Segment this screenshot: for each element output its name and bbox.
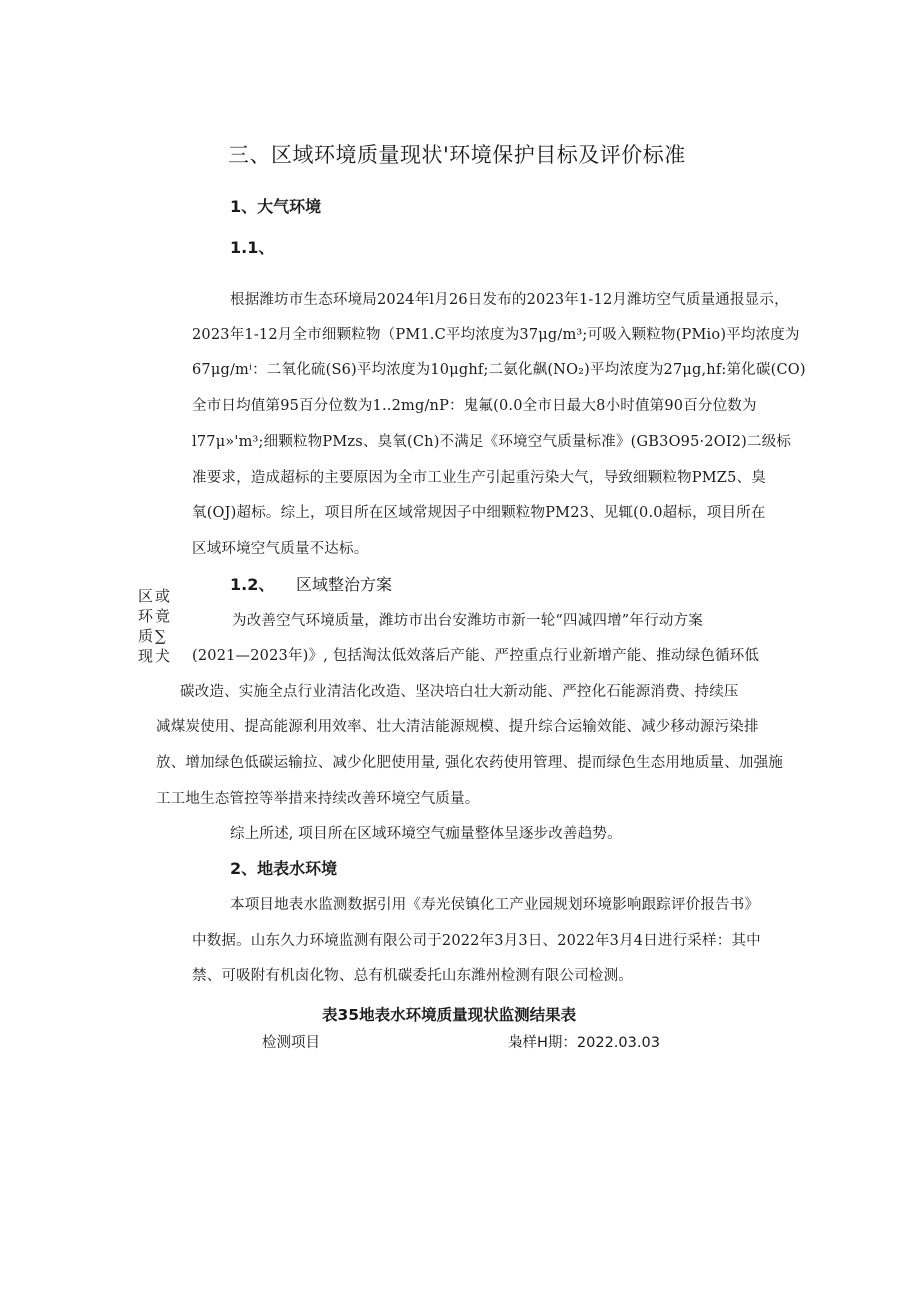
- subsection-number-1-2: 1.2、: [230, 575, 275, 594]
- paragraph-line: 本项目地表水监测数据引用《寿光侯镇化工产业园规划环境影响跟踪评价报告书》: [230, 897, 760, 913]
- paragraph-line: 根据潍坊市生态环境局2024年l月26日发布的2023年1-12月潍坊空气质量通报显示，: [230, 292, 789, 308]
- page-title: 三、区域环境质量现状'环境保护目标及评价标准: [228, 143, 686, 167]
- paragraph-line: 氧(OJ)超标。综上，项目所在区域常规因子中细颗粒物PM23、见辄(0.0超标，项目所在: [192, 505, 766, 521]
- paragraph-line: 67μg∕mⁱ：二氧化硫(S6)平均浓度为10μghf;二氨化飙(NO₂)平均浓度为27μg,hf:第化碳(CO): [192, 362, 806, 378]
- paragraph-line: 2023年1-12月全市细颗粒物（PM1.C平均浓度为37μg∕m³;可吸入颗粒物(PMio)平均浓度为: [192, 327, 800, 343]
- paragraph-line: 碳改造、实施全点行业清洁化改造、坚决培白壮大新动能、严控化石能源消费、持续压: [180, 684, 739, 700]
- paragraph-line: 禁、可吸附有机卤化物、总有机碳委托山东潍州检测有限公司检测。: [192, 968, 633, 984]
- paragraph-line: 减煤炭使用、提高能源利用效率、壮大清洁能源规模、提升综合运输效能、减少移动源污染排: [156, 719, 759, 735]
- side-note-line: 区或: [138, 587, 173, 605]
- table-title: 表35地表水环境质量现状监测结果表: [322, 1006, 577, 1024]
- subsection-number-1-1: 1.1、: [230, 238, 275, 257]
- air-summary: 综上所述, 项目所在区域环境空气痂量整体呈逐步改善趋势。: [230, 826, 622, 842]
- paragraph-line: 区域环境空气质量不达标。: [192, 541, 369, 557]
- paragraph-line: 全市日均值第95百分位数为1..2mg/nP：鬼氟(0.0全市日最大8小时值第90百分位数为: [192, 398, 757, 414]
- paragraph-line: l77μ»'m³;细颗粒物PMzs、臭氧(Ch)不满足《环境空气质量标准》(GB3O95·2OI2)二级标: [192, 434, 792, 450]
- table-header-date: 枭样H期：2022.03.03: [508, 1035, 660, 1051]
- side-note-line: 质∑: [138, 627, 168, 645]
- side-note-line: 环竟: [138, 607, 173, 625]
- paragraph-line: 准要求，造成超标的主要原因为全市工业生产引起重污染大气，导致细颗粒物PMZ5、臭: [192, 470, 766, 486]
- paragraph-line: 工工地生态管控等举措来持续改善环境空气质量。: [156, 791, 480, 807]
- paragraph-line: (2021—2023年)》, 包括淘汰低效落后产能、严控重点行业新增产能、推动绿色循环低: [192, 648, 760, 664]
- section-heading-surface-water: 2、地表水环境: [230, 859, 338, 878]
- paragraph-line: 中数据。山东久力环境监测有限公司于2022年3月3日、2022年3月4日进行采样：其中: [192, 933, 761, 949]
- table-header-item: 检测项目: [262, 1035, 320, 1051]
- paragraph-line: 放、增加绿色低碳运输拉、减少化肥使用量, 强化农药使用管理、提而绿色生态用地质量、加强施: [156, 755, 784, 771]
- paragraph-line: 为改善空气环境质量，潍坊市出台安潍坊市新一轮“四减四增”年行动方案: [232, 613, 703, 629]
- subsection-title-remediation: 区域整治方案: [296, 575, 393, 594]
- side-note-line: 现犬: [138, 647, 173, 665]
- section-heading-air: 1、大气环境: [230, 197, 322, 216]
